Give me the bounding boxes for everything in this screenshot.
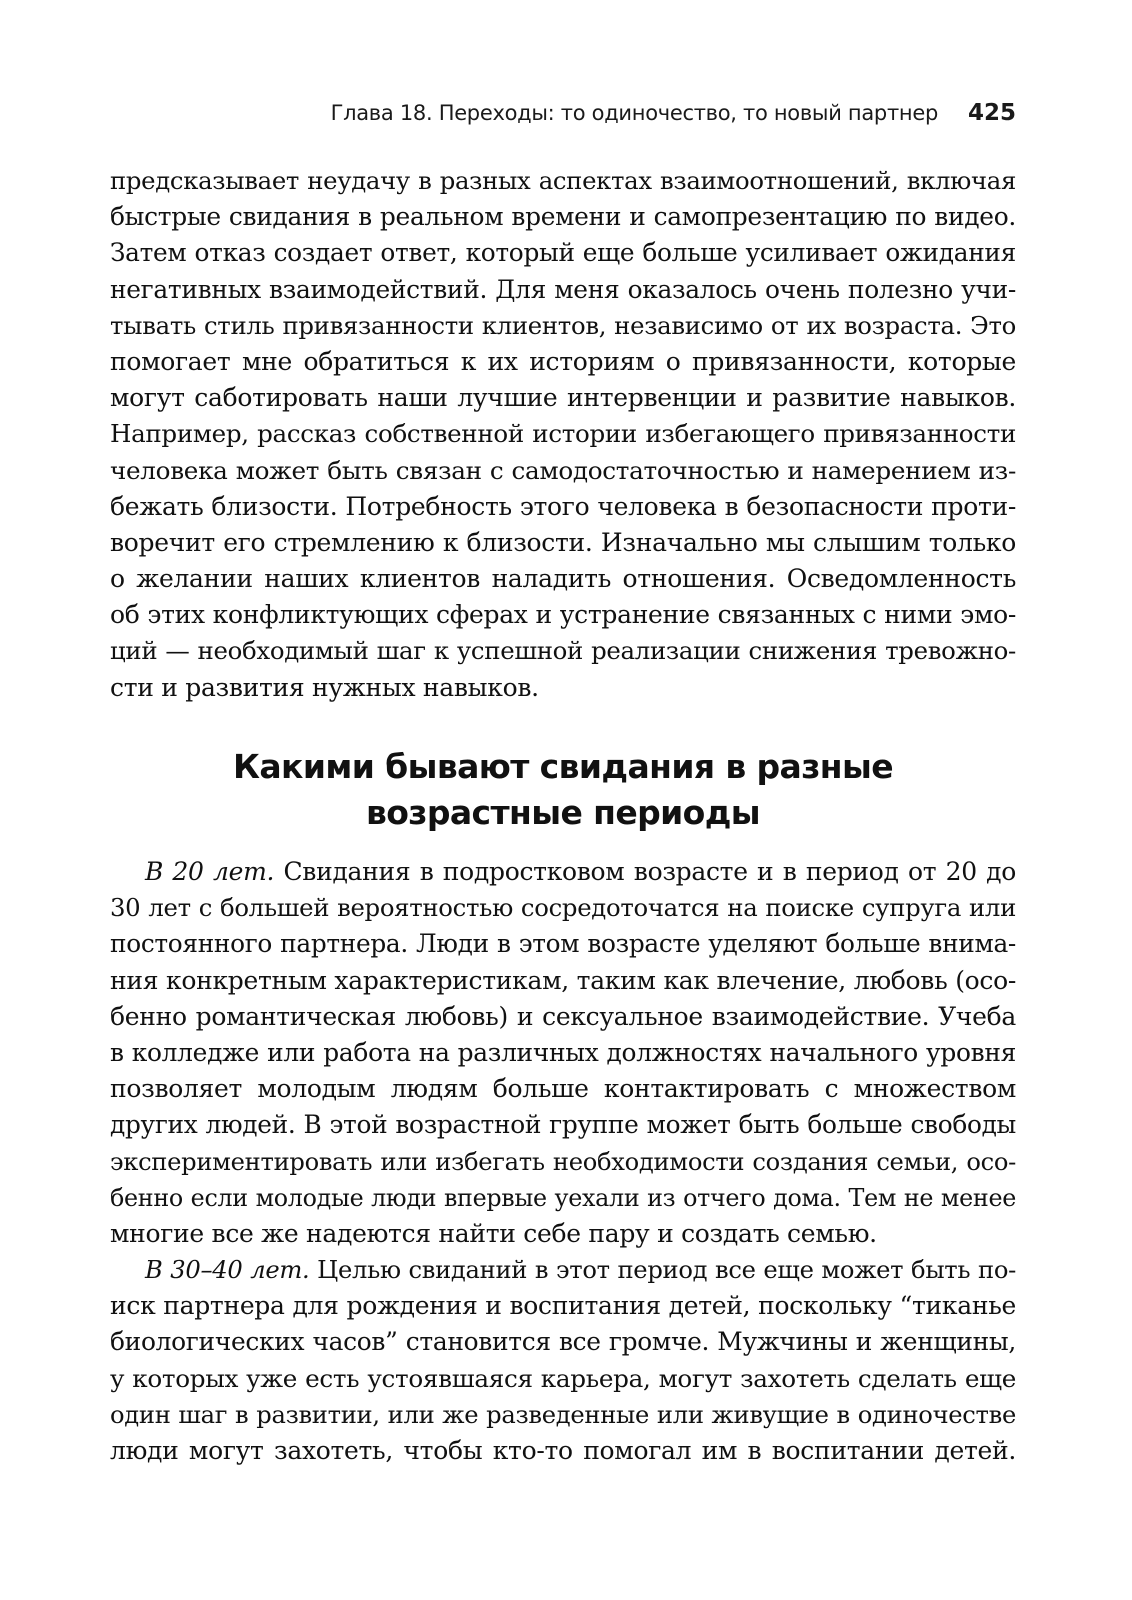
text-line: о желании наших клиентов наладить отношения. Осведомленность xyxy=(110,564,1016,594)
text-line: 30 лет с большей вероятностью сосредоточатся на поиске супруга или xyxy=(110,893,1016,923)
text-line: тывать стиль привязанности клиентов, независимо от их возраста. Это xyxy=(110,310,1016,340)
text-line: ния конкретным характеристикам, таким как влечение, любовь (осо- xyxy=(110,965,1016,995)
paragraph-continued xyxy=(110,163,1016,706)
chapter-title: Глава 18. Переходы: то одиночество, то новый партнер xyxy=(330,101,938,125)
text-line: люди могут захотеть, чтобы кто-то помогал им в воспитании детей. xyxy=(110,1436,1016,1465)
age-sections xyxy=(110,854,1016,1469)
text-line: сти и развития нужных навыков. xyxy=(110,672,539,702)
text-line: один шаг в развитии, или же разведенные или живущие в одиночестве xyxy=(110,1400,1016,1429)
text-line: быстрые свидания в реальном времени и самопрезентацию по видео. xyxy=(110,202,1016,232)
text-line: многие все же надеются найти себе пару и создать семью. xyxy=(110,1218,877,1248)
text-line: экспериментировать или избегать необходимости создания семьи, осо- xyxy=(110,1147,1016,1176)
text-line: Затем отказ создает ответ, который еще больше усиливает ожидания xyxy=(110,238,1016,268)
section-heading xyxy=(110,744,1016,836)
page-number: 425 xyxy=(967,100,1016,126)
text-line: помогает мне обратиться к их историям о привязанности, которые xyxy=(110,346,1016,376)
paragraph-first-line xyxy=(110,854,1016,890)
section-heading-line: Какими бывают свидания в разные xyxy=(232,747,894,786)
text-line: у которых уже есть устоявшаяся карьера, могут захотеть сделать еще xyxy=(110,1363,1016,1393)
text-line: иск партнера для рождения и воспитания детей, поскольку “тиканье xyxy=(110,1291,1016,1321)
text-line: об этих конфликтующих сферах и устранение связанных с ними эмо- xyxy=(110,600,1016,630)
text-run: Целью свиданий в этот период все еще может быть по- xyxy=(309,1256,1016,1285)
text-line: Например, рассказ собственной истории избегающего привязанности xyxy=(110,419,1016,449)
running-header xyxy=(110,100,1016,136)
section-heading-line: возрастные периоды xyxy=(365,793,761,832)
text-line: бенно если молодые люди впервые уехали из отчего дома. Тем не менее xyxy=(110,1183,1016,1212)
text-line: предсказывает неудачу в разных аспектах взаимоотношений, включая xyxy=(110,166,1016,195)
text-line: биологических часов” становится все громче. Мужчины и женщины, xyxy=(110,1327,1016,1357)
text-line: бенно романтическая любовь) и сексуальное взаимодействие. Учеба xyxy=(110,1001,1016,1031)
text-line: позволяет молодым людям больше контактировать с множеством xyxy=(110,1074,1016,1104)
text-line: бежать близости. Потребность этого человека в безопасности проти- xyxy=(110,491,1016,521)
paragraph-first-line xyxy=(110,1252,1016,1288)
text-line: негативных взаимодействий. Для меня оказалось очень полезно учи- xyxy=(110,274,1016,304)
paragraph-lead: В 20 лет. xyxy=(145,857,275,886)
text-line: человека может быть связан с самодостаточностью и намерением из- xyxy=(110,455,1016,485)
text-line: постоянного партнера. Люди в этом возрасте уделяют больше внима- xyxy=(110,929,1016,959)
paragraph-lead: В 30–40 лет. xyxy=(145,1256,310,1285)
text-line: других людей. В этой возрастной группе может быть больше свободы xyxy=(110,1110,1016,1140)
text-line: воречит его стремлению к близости. Изначально мы слышим только xyxy=(110,527,1016,557)
text-run: Свидания в подростковом возрасте и в период от 20 до xyxy=(274,857,1016,886)
text-line: в колледже или работа на различных должностях начального уровня xyxy=(110,1037,1016,1067)
text-line: ций — необходимый шаг к успешной реализации снижения тревожно- xyxy=(110,636,1016,666)
text-line: могут саботировать наши лучшие интервенции и развитие навыков. xyxy=(110,383,1016,413)
